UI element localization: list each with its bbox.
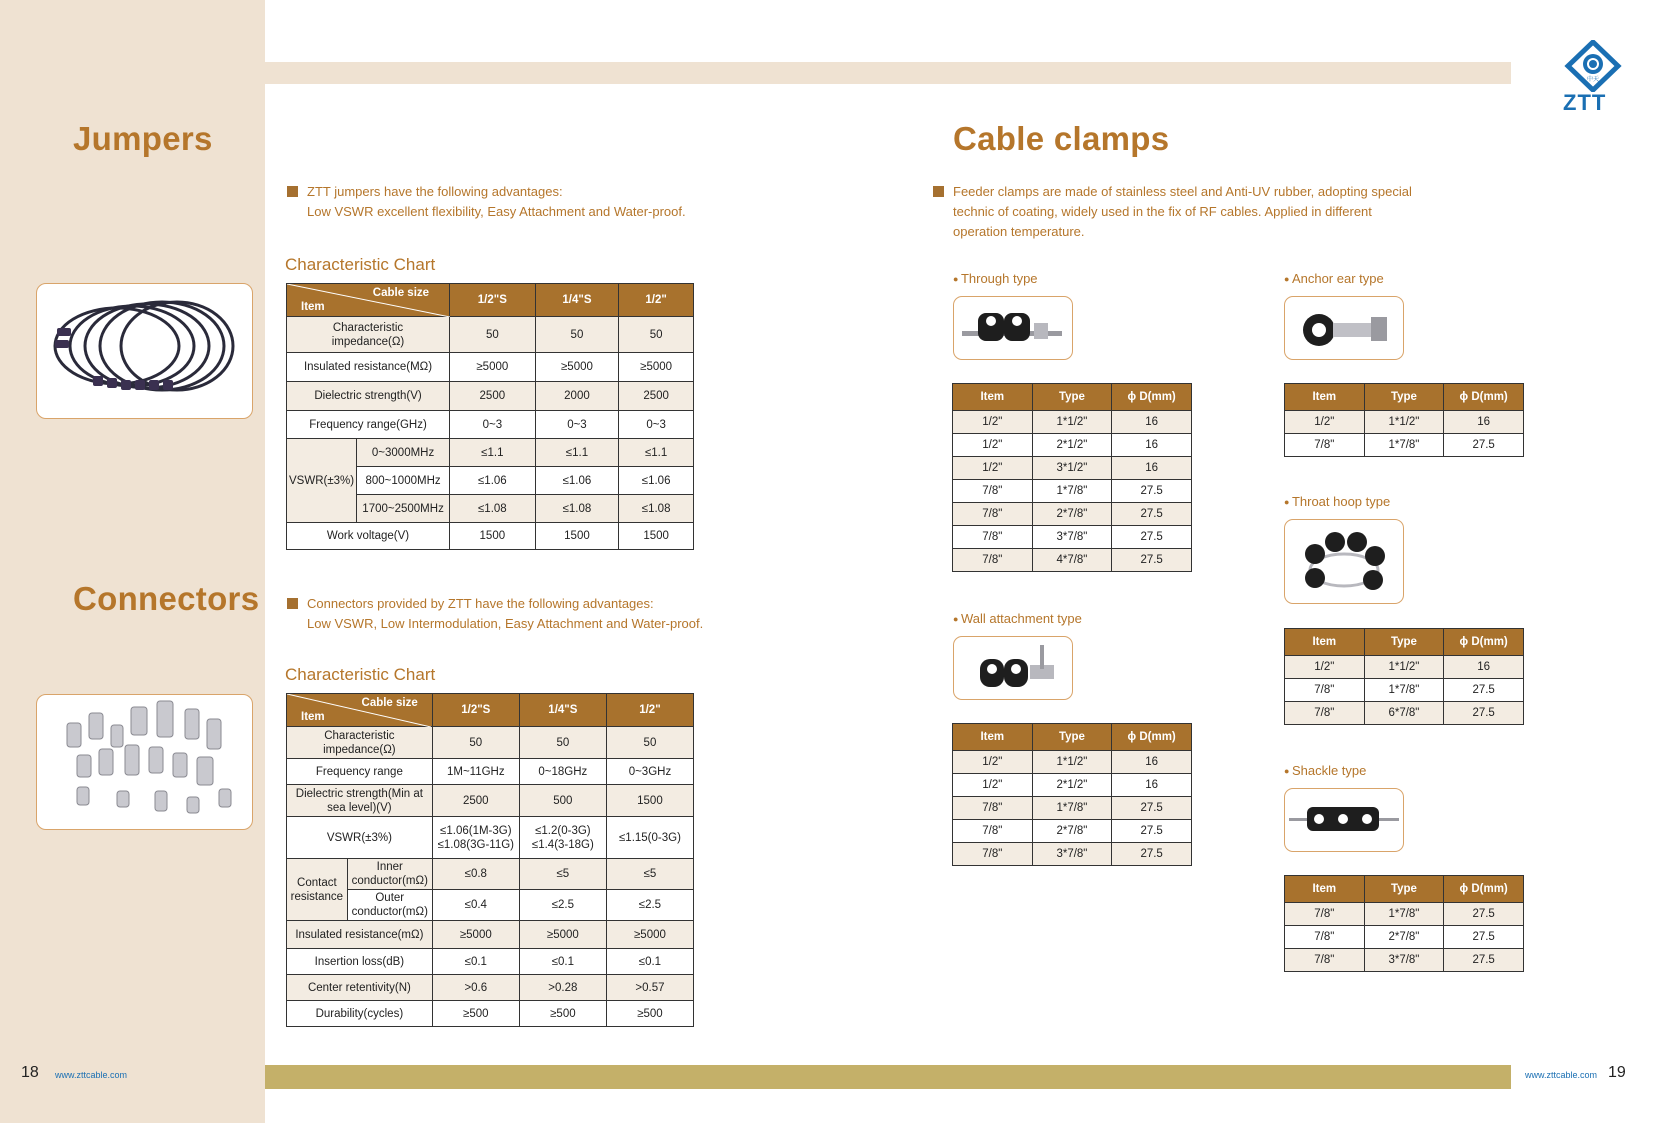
table-cell: 7/8" bbox=[1285, 679, 1365, 702]
col-header: ϕ D(mm) bbox=[1444, 384, 1524, 411]
col-header: ϕ D(mm) bbox=[1444, 876, 1524, 903]
table-cell: 1*7/8" bbox=[1364, 903, 1444, 926]
table-cell: ≤0.8 bbox=[432, 859, 519, 890]
col-header: Type bbox=[1032, 384, 1112, 411]
throat-hoop-clamp-icon bbox=[1285, 520, 1403, 603]
col-header: 1/4"S bbox=[535, 284, 619, 317]
table-cell: ≥5000 bbox=[519, 921, 606, 949]
table-cell: 16 bbox=[1444, 411, 1524, 434]
table-cell: ≤0.1 bbox=[519, 949, 606, 975]
bullet-square-icon bbox=[287, 598, 298, 609]
wall-attachment-type-label: ● Wall attachment type bbox=[953, 611, 1082, 626]
table-cell: 1*1/2" bbox=[1032, 751, 1112, 774]
table-cell: 7/8" bbox=[1285, 903, 1365, 926]
table-row bbox=[1285, 949, 1524, 972]
table-row bbox=[1285, 679, 1524, 702]
table-row bbox=[287, 975, 694, 1001]
table-cell: 50 bbox=[606, 727, 693, 759]
wall-attachment-clamp-icon bbox=[954, 637, 1072, 699]
table-cell: 6*7/8" bbox=[1364, 702, 1444, 725]
anchor-ear-clamp-icon bbox=[1285, 297, 1403, 359]
table-cell: 4*7/8" bbox=[1032, 549, 1112, 572]
top-band bbox=[265, 62, 1511, 84]
connectors-bullet-line1: Connectors provided by ZTT have the following advantages: bbox=[307, 596, 654, 611]
table-cell: 2*7/8" bbox=[1364, 926, 1444, 949]
table-cell: ≥5000 bbox=[450, 353, 536, 382]
table-cell: ≤5 bbox=[606, 859, 693, 890]
left-website-link[interactable]: www.zttcable.com bbox=[55, 1070, 128, 1080]
table-cell: 1/2" bbox=[953, 411, 1033, 434]
table-header-row bbox=[953, 384, 1192, 411]
table-cell: 0~3 bbox=[535, 411, 619, 439]
contact-label: Contact resistance bbox=[287, 859, 348, 921]
vswr-band: 0~3000MHz bbox=[357, 439, 450, 467]
jumpers-bullet-line2: Low VSWR excellent flexibility, Easy Attachment and Water-proof. bbox=[307, 204, 686, 219]
table-cell: 1500 bbox=[450, 523, 536, 550]
shackle-clamp-icon bbox=[1285, 789, 1403, 851]
right-page-number: 19 bbox=[1608, 1064, 1626, 1081]
clamps-line1: Feeder clamps are made of stainless steel and Anti-UV rubber, adopting special bbox=[953, 184, 1412, 199]
table-cell: ≤0.1 bbox=[606, 949, 693, 975]
table-cell: ≤1.08 bbox=[619, 495, 694, 523]
table-row bbox=[953, 457, 1192, 480]
col-header: 1/2" bbox=[619, 284, 694, 317]
row-label: Frequency range(GHz) bbox=[287, 411, 450, 439]
clamps-line3: operation temperature. bbox=[953, 224, 1085, 239]
cell-line: ≤1.06(1M-3G) bbox=[440, 824, 512, 837]
table-cell: 16 bbox=[1444, 656, 1524, 679]
cable-size-item-header bbox=[287, 694, 433, 727]
coiled-jumper-cable-icon bbox=[37, 284, 252, 418]
table-cell: 16 bbox=[1112, 774, 1192, 797]
table-cell: ≤2.5 bbox=[519, 890, 606, 921]
connectors-spec-table bbox=[286, 693, 694, 1027]
clamps-description bbox=[933, 182, 1453, 244]
table-cell: 1*1/2" bbox=[1032, 411, 1112, 434]
table-cell: 0~3GHz bbox=[606, 759, 693, 785]
cell-line: ≤1.4(3-18G) bbox=[531, 838, 594, 851]
table-cell: 50 bbox=[432, 727, 519, 759]
table-cell: 3*7/8" bbox=[1032, 843, 1112, 866]
table-row bbox=[1285, 926, 1524, 949]
table-cell: ≤1.06 bbox=[619, 467, 694, 495]
table-row bbox=[287, 411, 694, 439]
wall-attachment-type-photo bbox=[953, 636, 1073, 700]
table-cell: 2500 bbox=[432, 785, 519, 817]
table-cell: 1500 bbox=[619, 523, 694, 550]
table-cell: 1M~11GHz bbox=[432, 759, 519, 785]
table-header-row bbox=[953, 724, 1192, 751]
table-cell: 27.5 bbox=[1444, 949, 1524, 972]
rf-connectors-icon bbox=[37, 695, 252, 829]
item-label: Item bbox=[301, 711, 325, 723]
table-cell: ≤1.08 bbox=[535, 495, 619, 523]
row-label: Insulated resistance(mΩ) bbox=[287, 921, 433, 949]
table-cell: 3*7/8" bbox=[1032, 526, 1112, 549]
col-header: 1/2"S bbox=[450, 284, 536, 317]
table-cell: 1*7/8" bbox=[1032, 480, 1112, 503]
table-cell: 7/8" bbox=[1285, 434, 1365, 457]
table-cell: ≤2.5 bbox=[606, 890, 693, 921]
table-cell: 1/2" bbox=[1285, 656, 1365, 679]
table-cell: ≤0.1 bbox=[432, 949, 519, 975]
table-cell: ≥5000 bbox=[619, 353, 694, 382]
row-label: VSWR(±3%) bbox=[287, 817, 433, 859]
col-header: 1/2" bbox=[606, 694, 693, 727]
table-cell: 27.5 bbox=[1444, 434, 1524, 457]
col-header: ϕ D(mm) bbox=[1112, 724, 1192, 751]
clamps-line2: technic of coating, widely used in the fix of RF cables. Applied in different bbox=[953, 204, 1372, 219]
table-cell: ≥5000 bbox=[606, 921, 693, 949]
table-cell: 7/8" bbox=[1285, 702, 1365, 725]
table-row bbox=[287, 1001, 694, 1027]
anchor-ear-type-label: ● Anchor ear type bbox=[1284, 271, 1384, 286]
table-cell: 2500 bbox=[619, 382, 694, 411]
row-label: Outer conductor(mΩ) bbox=[347, 890, 432, 921]
connectors-title: Connectors bbox=[73, 580, 260, 617]
table-row bbox=[287, 759, 694, 785]
table-cell: >0.28 bbox=[519, 975, 606, 1001]
table-cell: 7/8" bbox=[953, 797, 1033, 820]
through-type-photo bbox=[953, 296, 1073, 360]
col-header: ϕ D(mm) bbox=[1112, 384, 1192, 411]
table-row bbox=[953, 820, 1192, 843]
table-cell: 50 bbox=[619, 317, 694, 353]
through-clamp-icon bbox=[954, 297, 1072, 359]
bottom-band bbox=[265, 1065, 1511, 1089]
table-row bbox=[287, 817, 694, 859]
jumpers-spec-table bbox=[286, 283, 694, 550]
col-header: Type bbox=[1032, 724, 1112, 751]
jumpers-chart-title: Characteristic Chart bbox=[285, 255, 436, 274]
cable-size-label: Cable size bbox=[361, 697, 418, 709]
table-cell: ≥500 bbox=[606, 1001, 693, 1027]
table-cell: 1*7/8" bbox=[1032, 797, 1112, 820]
table-cell: 27.5 bbox=[1112, 820, 1192, 843]
left-page-number: 18 bbox=[21, 1064, 39, 1081]
table-cell: 7/8" bbox=[953, 820, 1033, 843]
table-row bbox=[287, 353, 694, 382]
table-cell: 27.5 bbox=[1112, 480, 1192, 503]
table-cell: 27.5 bbox=[1444, 926, 1524, 949]
table-cell: 1*1/2" bbox=[1364, 656, 1444, 679]
table-cell: 0~18GHz bbox=[519, 759, 606, 785]
table-row bbox=[953, 526, 1192, 549]
item-label: Item bbox=[301, 301, 325, 313]
table-cell: 7/8" bbox=[953, 480, 1033, 503]
table-cell: 50 bbox=[535, 317, 619, 353]
table-cell: 1/2" bbox=[953, 774, 1033, 797]
table-cell: 1/2" bbox=[1285, 411, 1365, 434]
row-label: Frequency range bbox=[287, 759, 433, 785]
row-label: Inner conductor(mΩ) bbox=[347, 859, 432, 890]
row-label: Work voltage(V) bbox=[287, 523, 450, 550]
ztt-logo bbox=[1562, 40, 1624, 114]
cable-size-item-header bbox=[287, 284, 450, 317]
table-cell: 7/8" bbox=[953, 503, 1033, 526]
table-cell: 16 bbox=[1112, 457, 1192, 480]
table-cell: 7/8" bbox=[953, 843, 1033, 866]
logo-chinese-text: 中天 bbox=[1587, 77, 1600, 83]
shackle-type-table bbox=[1284, 875, 1524, 972]
table-row bbox=[953, 549, 1192, 572]
col-header: ϕ D(mm) bbox=[1444, 629, 1524, 656]
table-row bbox=[953, 480, 1192, 503]
table-cell: 27.5 bbox=[1444, 679, 1524, 702]
table-cell: 50 bbox=[450, 317, 536, 353]
table-row bbox=[287, 382, 694, 411]
col-header: Type bbox=[1364, 629, 1444, 656]
table-cell: ≤0.4 bbox=[432, 890, 519, 921]
table-header-row bbox=[287, 284, 694, 317]
table-row bbox=[287, 727, 694, 759]
table-row bbox=[287, 439, 694, 467]
table-cell: 2*1/2" bbox=[1032, 434, 1112, 457]
table-cell: 27.5 bbox=[1444, 903, 1524, 926]
shackle-type-label: ● Shackle type bbox=[1284, 763, 1366, 778]
table-row bbox=[1285, 434, 1524, 457]
table-cell: 50 bbox=[519, 727, 606, 759]
table-cell: ≥5000 bbox=[535, 353, 619, 382]
table-cell: 2*7/8" bbox=[1032, 820, 1112, 843]
table-cell: 27.5 bbox=[1112, 797, 1192, 820]
jumpers-photo bbox=[36, 283, 253, 419]
table-cell: 27.5 bbox=[1112, 526, 1192, 549]
table-cell: ≤1.08 bbox=[450, 495, 536, 523]
cell-line: ≤1.2(0-3G) bbox=[535, 824, 591, 837]
throat-hoop-type-label: ● Throat hoop type bbox=[1284, 494, 1390, 509]
col-header: 1/4"S bbox=[519, 694, 606, 727]
jumpers-bullet-line1: ZTT jumpers have the following advantages: bbox=[307, 184, 563, 199]
table-cell: 27.5 bbox=[1112, 549, 1192, 572]
table-cell: 2500 bbox=[450, 382, 536, 411]
table-row bbox=[953, 751, 1192, 774]
table-row bbox=[1285, 903, 1524, 926]
right-website-link[interactable]: www.zttcable.com bbox=[1525, 1070, 1598, 1080]
table-cell: 1/2" bbox=[953, 457, 1033, 480]
table-cell: ≤5 bbox=[519, 859, 606, 890]
table-header-row bbox=[1285, 629, 1524, 656]
table-cell: 7/8" bbox=[953, 526, 1033, 549]
col-header: Item bbox=[953, 384, 1033, 411]
table-cell: 27.5 bbox=[1444, 702, 1524, 725]
table-cell: ≤1.1 bbox=[535, 439, 619, 467]
bullet-square-icon bbox=[933, 186, 944, 197]
col-header: Item bbox=[1285, 629, 1365, 656]
table-cell: 2*1/2" bbox=[1032, 774, 1112, 797]
ztt-emblem-icon bbox=[1562, 40, 1624, 92]
table-cell: ≤1.15(0-3G) bbox=[606, 817, 693, 859]
jumpers-advantages bbox=[287, 182, 727, 224]
table-row bbox=[1285, 411, 1524, 434]
connectors-bullet-line2: Low VSWR, Low Intermodulation, Easy Attachment and Water-proof. bbox=[307, 616, 704, 631]
table-row bbox=[953, 774, 1192, 797]
col-header: Item bbox=[1285, 384, 1365, 411]
through-type-table bbox=[952, 383, 1192, 572]
table-cell: 500 bbox=[519, 785, 606, 817]
jumpers-title: Jumpers bbox=[73, 120, 213, 157]
throat-hoop-type-photo bbox=[1284, 519, 1404, 604]
row-label: Dielectric strength(V) bbox=[287, 382, 450, 411]
table-cell: 16 bbox=[1112, 434, 1192, 457]
table-row bbox=[953, 411, 1192, 434]
table-cell: 1/2" bbox=[953, 751, 1033, 774]
table-row bbox=[953, 797, 1192, 820]
table-cell: 7/8" bbox=[1285, 949, 1365, 972]
table-cell: 3*7/8" bbox=[1364, 949, 1444, 972]
table-cell: 1*7/8" bbox=[1364, 434, 1444, 457]
table-cell: ≤1.06 bbox=[450, 467, 536, 495]
table-header-row bbox=[1285, 384, 1524, 411]
through-type-label: ● Through type bbox=[953, 271, 1038, 286]
table-row bbox=[953, 503, 1192, 526]
vswr-band: 1700~2500MHz bbox=[357, 495, 450, 523]
row-label: Center retentivity(N) bbox=[287, 975, 433, 1001]
clamps-title: Cable clamps bbox=[953, 120, 1170, 157]
table-row bbox=[287, 317, 694, 353]
table-row bbox=[287, 921, 694, 949]
table-row bbox=[953, 434, 1192, 457]
bullet-square-icon bbox=[287, 186, 298, 197]
connectors-photo bbox=[36, 694, 253, 830]
row-label: Characteristic impedance(Ω) bbox=[287, 727, 433, 759]
table-row bbox=[287, 859, 694, 890]
table-cell: 1/2" bbox=[953, 434, 1033, 457]
table-row bbox=[953, 843, 1192, 866]
table-cell: 2*7/8" bbox=[1032, 503, 1112, 526]
table-cell: ≤1.06 bbox=[535, 467, 619, 495]
vswr-label: VSWR(±3%) bbox=[287, 439, 357, 523]
shackle-type-photo bbox=[1284, 788, 1404, 852]
table-row bbox=[287, 523, 694, 550]
table-cell: 16 bbox=[1112, 751, 1192, 774]
col-header: Item bbox=[953, 724, 1033, 751]
table-cell bbox=[432, 817, 519, 859]
table-cell: 7/8" bbox=[953, 549, 1033, 572]
table-header-row bbox=[1285, 876, 1524, 903]
table-cell bbox=[519, 817, 606, 859]
table-cell: 7/8" bbox=[1285, 926, 1365, 949]
table-row bbox=[1285, 702, 1524, 725]
table-cell: ≤1.1 bbox=[619, 439, 694, 467]
table-cell: 0~3 bbox=[450, 411, 536, 439]
connectors-chart-title: Characteristic Chart bbox=[285, 665, 436, 684]
wall-attachment-type-table bbox=[952, 723, 1192, 866]
row-label: Insertion loss(dB) bbox=[287, 949, 433, 975]
left-margin-band bbox=[0, 0, 265, 1123]
table-row bbox=[1285, 656, 1524, 679]
vswr-band: 800~1000MHz bbox=[357, 467, 450, 495]
col-header: 1/2"S bbox=[432, 694, 519, 727]
col-header: Type bbox=[1364, 384, 1444, 411]
table-cell: 2000 bbox=[535, 382, 619, 411]
col-header: Item bbox=[1285, 876, 1365, 903]
anchor-ear-type-photo bbox=[1284, 296, 1404, 360]
throat-hoop-type-table bbox=[1284, 628, 1524, 725]
connectors-advantages bbox=[287, 594, 727, 636]
table-cell: 27.5 bbox=[1112, 843, 1192, 866]
table-row bbox=[287, 785, 694, 817]
anchor-ear-type-table bbox=[1284, 383, 1524, 457]
table-cell: ≥500 bbox=[519, 1001, 606, 1027]
table-header-row bbox=[287, 694, 694, 727]
table-cell: 1500 bbox=[606, 785, 693, 817]
table-cell: >0.57 bbox=[606, 975, 693, 1001]
row-label: Dielectric strength(Min at sea level)(V) bbox=[287, 785, 433, 817]
table-cell: 3*1/2" bbox=[1032, 457, 1112, 480]
cell-line: ≤1.08(3G-11G) bbox=[437, 838, 514, 851]
table-row bbox=[287, 949, 694, 975]
cable-size-label: Cable size bbox=[372, 287, 430, 299]
row-label: Characteristic impedance(Ω) bbox=[287, 317, 450, 353]
table-cell: 1*1/2" bbox=[1364, 411, 1444, 434]
row-label: Durability(cycles) bbox=[287, 1001, 433, 1027]
table-cell: 1*7/8" bbox=[1364, 679, 1444, 702]
table-cell: 16 bbox=[1112, 411, 1192, 434]
table-cell: 27.5 bbox=[1112, 503, 1192, 526]
table-cell: ≤1.1 bbox=[450, 439, 536, 467]
table-cell: ≥500 bbox=[432, 1001, 519, 1027]
col-header: Type bbox=[1364, 876, 1444, 903]
logo-text: ZTT bbox=[1563, 90, 1607, 115]
row-label: Insulated resistance(MΩ) bbox=[287, 353, 450, 382]
table-row bbox=[287, 890, 694, 921]
table-cell: >0.6 bbox=[432, 975, 519, 1001]
table-cell: ≥5000 bbox=[432, 921, 519, 949]
table-cell: 1500 bbox=[535, 523, 619, 550]
table-cell: 0~3 bbox=[619, 411, 694, 439]
